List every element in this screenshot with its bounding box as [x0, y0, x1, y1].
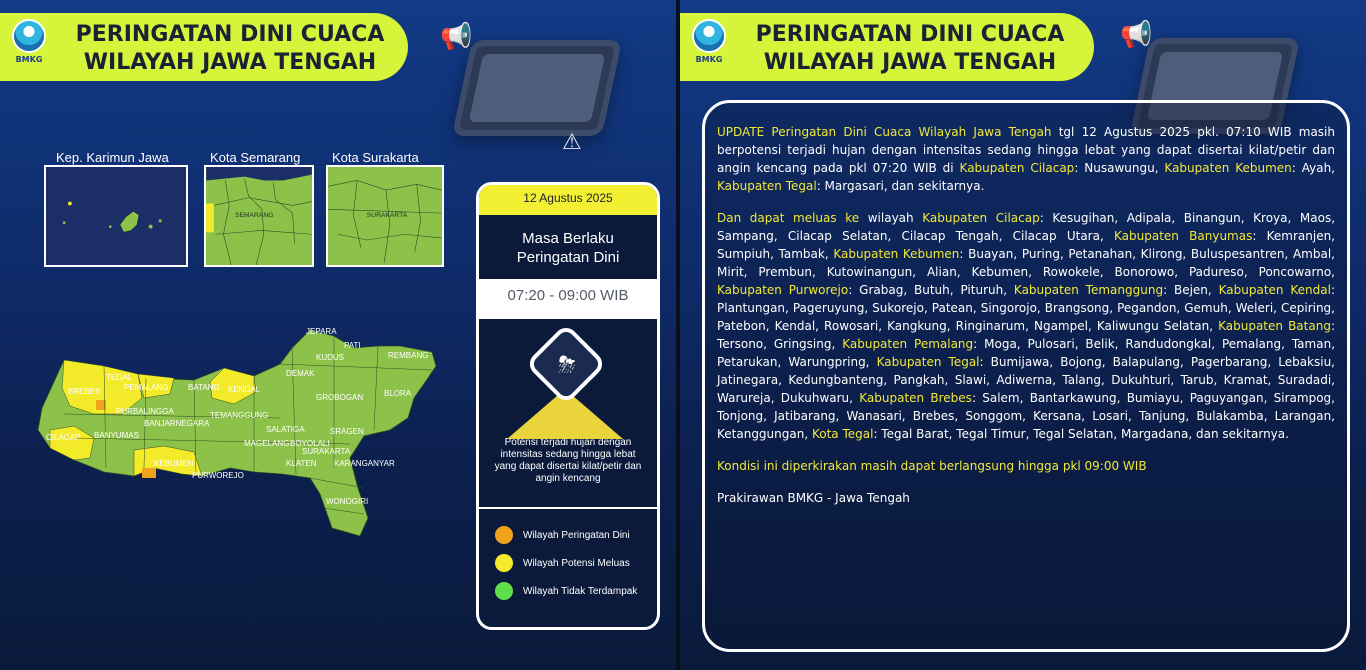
- legend-label: Wilayah Tidak Terdampak: [523, 585, 638, 597]
- inset-label-semarang: Kota Semarang: [210, 150, 301, 165]
- map-label: KEBUMEN: [154, 459, 194, 468]
- green-dot-icon: [495, 582, 513, 600]
- body-text: Prakirawan BMKG - Jawa Tengah: [717, 491, 910, 505]
- map-label: REMBANG: [388, 351, 429, 360]
- map-label: CILACAP: [46, 433, 81, 442]
- warning-info-card: [476, 182, 660, 630]
- infographic-map-panel: [0, 0, 676, 670]
- body-text: : Bumijawa, Bojong, Balapulang, Pagerbarang, Lebaksiu, Jatinegara, Kedungbanteng, Pangkah, Slawi, Adiwerna, Talang, Dukuhturi, Tarub, Kramat, Suradadi, Warureja, Dukuhwaru,: [717, 355, 1335, 405]
- map-label: SRAGEN: [330, 427, 364, 436]
- title-line-1: PERINGATAN DINI CUACA: [755, 22, 1065, 47]
- body-text: : Kesugihan, Adipala, Binangun, Kroya, Maos, Sampang, Cilacap Selatan, Cilacap Tengah, Cilacap Utara,: [717, 211, 1336, 243]
- map-label: KUDUS: [316, 353, 345, 362]
- weather-description: Potensi terjadi hujan dengan intensitas sedang hingga lebat yang dapat disertai kilat/petir dan angin kencang: [494, 437, 642, 484]
- map-label: KARANGANYAR: [334, 459, 395, 468]
- bulletin-text-panel: [680, 0, 1366, 670]
- highlighted-text: Kabupaten Purworejo: [717, 283, 849, 297]
- bulletin-paragraph: [717, 123, 1335, 195]
- highlighted-text: Kabupaten Banyumas: [1114, 229, 1253, 243]
- title-line-2: WILAYAH JAWA TENGAH: [763, 50, 1057, 75]
- highlighted-text: Kabupaten Brebes: [859, 391, 972, 405]
- body-text: : Tersono, Gringsing,: [717, 319, 1335, 351]
- logo-text: BMKG: [695, 55, 723, 64]
- body-text: : Grabag, Butuh, Pituruh,: [848, 283, 1014, 297]
- body-text: tgl 12 Agustus 2025 pkl. 07:10 WIB masih berpotensi terjadi hujan dengan intensitas sedang hingga lebat yang dapat disertai kilat/petir dan angin kencang pada pkl 07:20 WIB di: [717, 125, 1335, 175]
- highlighted-text: Kabupaten Kebumen: [1164, 161, 1292, 175]
- title-line-2: WILAYAH JAWA TENGAH: [83, 50, 377, 75]
- body-text: : Bejen,: [1163, 283, 1219, 297]
- body-text: : Margasari, dan sekitarnya.: [816, 179, 985, 193]
- map-label: GROBOGAN: [316, 393, 364, 402]
- warning-date: 12 Agustus 2025: [479, 185, 657, 215]
- page-title: [60, 21, 400, 77]
- map-label: WONOGIRI: [326, 497, 369, 506]
- body-text: : Ayah,: [1291, 161, 1335, 175]
- map-label: PURWOREJO: [192, 471, 244, 480]
- map-label: TEMANGGUNG: [210, 411, 269, 420]
- map-label: PEMALANG: [124, 383, 169, 392]
- title-line-1: PERINGATAN DINI CUACA: [75, 22, 385, 47]
- body-text: : Kemranjen, Sumpiuh, Tambak,: [717, 229, 1335, 261]
- body-text: : Plantungan, Pageruyung, Sukorejo, Patean, Singorojo, Brangsong, Pegandon, Gemuh, Weleri, Cepiring, Patebon, Kendal, Rowosari, Kangkung, Ringinarum, Ngampel, Kaliwungu Selatan,: [717, 283, 1335, 333]
- body-text: : Moga, Pulosari, Belik, Randudongkal, Pemalang, Taman, Petarukan, Warungpring,: [717, 337, 1336, 369]
- highlighted-text: Kabupaten Tegal: [876, 355, 980, 369]
- bulletin-signature: [717, 489, 1335, 507]
- highlighted-text: Kota Tegal: [811, 427, 874, 441]
- zone-warning-kebumen: [142, 468, 156, 478]
- map-legend: [479, 509, 657, 605]
- bulletin-paragraph: [717, 209, 1335, 443]
- map-label: PURBALINGGA: [116, 407, 174, 416]
- map-label: BOYOLALI: [290, 439, 330, 448]
- map-label: KLATEN: [286, 459, 317, 468]
- body-text: : Tegal Barat, Tegal Timur, Tegal Selatan, Margadana, dan sekitarnya.: [873, 427, 1289, 441]
- logo-text: BMKG: [15, 55, 43, 64]
- highlighted-text: Kabupaten Kebumen: [833, 247, 960, 261]
- legend-label: Wilayah Potensi Meluas: [523, 557, 630, 569]
- highlighted-text: Kondisi ini diperkirakan masih dapat berlangsung hingga pkl 09:00 WIB: [717, 459, 1147, 473]
- highlighted-text: Kabupaten Cilacap: [922, 211, 1040, 225]
- legend-label: Wilayah Peringatan Dini: [523, 529, 630, 541]
- body-text: wilayah: [859, 211, 923, 225]
- inset-city-label: SURAKARTA: [366, 211, 408, 219]
- map-label: BREBES: [68, 387, 101, 396]
- highlighted-text: Kabupaten Pemalang: [842, 337, 974, 351]
- map-label: BANJARNEGARA: [144, 419, 210, 428]
- highlighted-text: UPDATE Peringatan Dini Cuaca Wilayah Jawa Tengah: [717, 125, 1052, 139]
- inset-map-surakarta: [326, 165, 444, 267]
- map-label: MAGELANG: [244, 439, 290, 448]
- highlighted-text: Dan dapat meluas ke: [717, 211, 860, 225]
- map-label: PATI: [344, 341, 361, 350]
- validity-time: 07:20 - 09:00 WIB: [479, 279, 657, 319]
- header-banner: [680, 13, 1094, 81]
- body-text: : Buayan, Puring, Petanahan, Klirong, Buluspesantren, Ambal, Mirit, Prembun, Kutowinangun, Alian, Kebumen, Rowokele, Bonorowo, Padureso, Poncowarno,: [717, 247, 1335, 279]
- warning-icon: ⚠: [562, 130, 582, 155]
- map-label: SALATIGA: [266, 425, 305, 434]
- inset-label-surakarta: Kota Surakarta: [332, 150, 419, 165]
- weather-icon-area: [479, 319, 657, 437]
- map-label: SURAKARTA: [302, 447, 351, 456]
- page-title: [740, 21, 1080, 77]
- legend-item-warning: [479, 521, 657, 549]
- highlighted-text: Kabupaten Kendal: [1218, 283, 1331, 297]
- highlighted-text: Kabupaten Batang: [1218, 319, 1331, 333]
- yellow-dot-icon: [495, 554, 513, 572]
- validity-title: [479, 215, 657, 279]
- inset-city-label: SEMARANG: [234, 211, 274, 219]
- map-label: TEGAL: [106, 373, 133, 382]
- megaphone-icon: 📢: [1120, 20, 1153, 50]
- legend-item-unaffected: [479, 577, 657, 605]
- validity-title-line-1: Masa Berlaku: [522, 230, 614, 247]
- map-label: BANYUMAS: [94, 431, 139, 440]
- header-banner: [0, 13, 408, 81]
- orange-dot-icon: [495, 526, 513, 544]
- validity-title-line-2: Peringatan Dini: [516, 249, 620, 266]
- bmkg-logo: [688, 19, 730, 71]
- bmkg-logo: [8, 19, 50, 71]
- map-label: JEPARA: [306, 327, 337, 336]
- bulletin-text-box: [702, 100, 1350, 652]
- inset-label-karimun: Kep. Karimun Jawa: [56, 150, 169, 165]
- inset-map-semarang: [204, 165, 314, 267]
- inset-map-karimun: [44, 165, 188, 267]
- body-text: : Nusawungu,: [1074, 161, 1165, 175]
- thunderstorm-wind-icon: ⛈: [558, 353, 576, 378]
- body-text: : Salem, Bantarkawung, Bumiayu, Paguyangan, Sirampog, Tonjong, Jatibarang, Wanasari, Brebes, Songgom, Kersana, Losari, Tanjung, Bulakamba, Larangan, Ketanggungan,: [717, 391, 1335, 441]
- megaphone-icon: 📢: [440, 22, 473, 52]
- map-label: BLORA: [384, 389, 412, 398]
- map-label: DEMAK: [286, 369, 315, 378]
- highlighted-text: Kabupaten Cilacap: [959, 161, 1075, 175]
- legend-item-potential: [479, 549, 657, 577]
- highlighted-text: Kabupaten Temanggung: [1013, 283, 1164, 297]
- central-java-map: [34, 318, 444, 540]
- map-label: KENDAL: [228, 385, 261, 394]
- highlighted-text: Kabupaten Tegal: [717, 179, 817, 193]
- bulletin-paragraph: [717, 457, 1335, 475]
- tablet-illustration: [452, 40, 622, 136]
- map-label: BATANG: [188, 383, 220, 392]
